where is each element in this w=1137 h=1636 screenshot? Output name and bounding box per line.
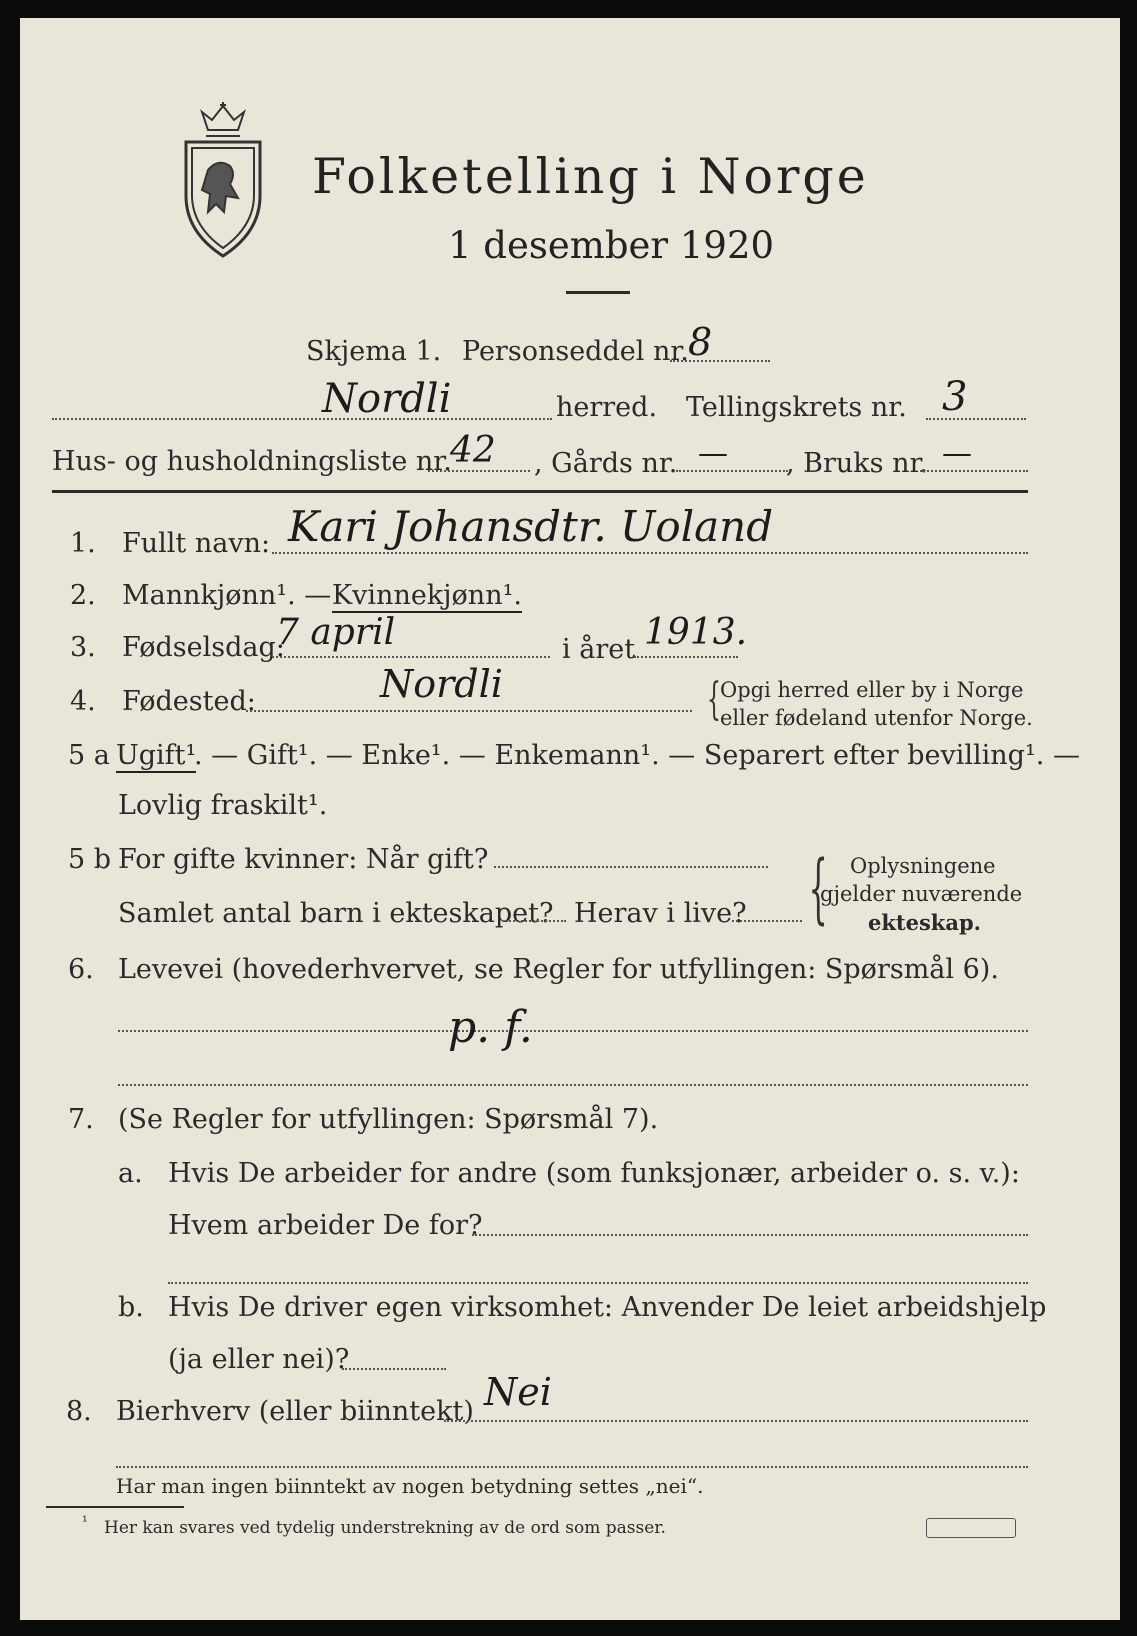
footnote-rule <box>46 1506 184 1508</box>
q8-value[interactable]: Nei <box>484 1370 552 1414</box>
q4-number: 4. <box>70 686 96 717</box>
q4-note-line2: eller fødeland utenfor Norge. <box>720 706 1033 730</box>
skjema-label: Skjema 1. <box>306 336 442 367</box>
footnote-text: Her kan svares ved tydelig understrekning av de ord som passer. <box>104 1518 666 1538</box>
herred-label: herred. <box>556 392 658 423</box>
q7b-field-line <box>342 1368 446 1370</box>
q7b-letter: b. <box>118 1292 144 1323</box>
q7b-line1: Hvis De driver egen virksomhet: Anvender De leiet arbeidshjelp <box>168 1292 1047 1323</box>
q1-value[interactable]: Kari Johansdtr. Uoland <box>288 502 774 551</box>
q8-field-line-2 <box>116 1466 1028 1468</box>
q7a-line2: Hvem arbeider De for? <box>168 1210 483 1241</box>
q8-field-line <box>444 1420 1028 1422</box>
q3-year-label: i året <box>562 634 636 665</box>
q5b-number: 5 b <box>68 844 112 875</box>
q5a-options: . — Gift¹. — Enke¹. — Enkemann¹. — Separert efter bevilling¹. — <box>194 740 1080 771</box>
q4-field-line <box>246 710 692 712</box>
q7b-line2: (ja eller nei)? <box>168 1344 350 1375</box>
q1-field-line <box>272 552 1028 554</box>
q4-label: Fødested: <box>122 686 256 717</box>
q3-year-value[interactable]: 1913. <box>644 612 748 653</box>
q7-number: 7. <box>68 1104 94 1135</box>
q3-field-line <box>272 656 550 658</box>
q6-label: Levevei (hovederhvervet, se Regler for utfyllingen: Spørsmål 6). <box>118 954 999 985</box>
title-divider <box>566 291 630 294</box>
bruks-value[interactable]: — <box>942 436 972 471</box>
q6-number: 6. <box>68 954 94 985</box>
q5b-barn-field-line <box>506 920 566 922</box>
q5b-note-line1: Oplysningene <box>850 854 996 878</box>
q5b-line1: For gifte kvinner: Når gift? <box>118 844 489 875</box>
q5a-ugift[interactable]: Ugift¹ <box>116 740 197 771</box>
q5b-gift-field-line <box>494 866 768 868</box>
gards-field-line <box>676 470 788 472</box>
q6-field-line-1 <box>118 1030 1028 1032</box>
q3-label: Fødselsdag: <box>122 632 285 663</box>
census-form-page <box>20 18 1120 1620</box>
husliste-value[interactable]: 42 <box>450 430 496 471</box>
q5b-barn-label: Samlet antal barn i ekteskapet? <box>118 898 554 929</box>
q2-kvinne[interactable]: Kvinnekjønn¹. <box>332 580 522 611</box>
herred-value[interactable]: Nordli <box>322 376 452 422</box>
q7a-field-line <box>472 1234 1028 1236</box>
coat-of-arms-icon <box>178 100 268 260</box>
q4-value[interactable]: Nordli <box>380 662 503 706</box>
gards-value[interactable]: — <box>698 436 728 471</box>
q5b-note-line3: ekteskap. <box>868 910 981 935</box>
q6-field-line-2 <box>118 1084 1028 1086</box>
tellingskrets-field-line <box>926 418 1026 420</box>
q3-number: 3. <box>70 632 96 663</box>
q7a-field-line-2 <box>168 1282 1028 1284</box>
q5a-line2: Lovlig fraskilt¹. <box>118 790 328 821</box>
q5b-live-field-line <box>732 920 802 922</box>
personseddel-field-line <box>670 360 770 362</box>
q8-number: 8. <box>66 1396 92 1427</box>
q7a-line1: Hvis De arbeider for andre (som funksjonær, arbeider o. s. v.): <box>168 1158 1020 1189</box>
q1-number: 1. <box>70 528 96 559</box>
printer-stamp <box>926 1518 1016 1538</box>
tellingskrets-label: Tellingskrets nr. <box>686 392 907 423</box>
bruks-field-line <box>920 470 1028 472</box>
q3-value[interactable]: 7 april <box>276 612 396 653</box>
gards-label: , Gårds nr. <box>534 448 678 479</box>
footer-note: Har man ingen biinntekt av nogen betydning settes „nei“. <box>116 1474 704 1498</box>
q3-year-field-line <box>634 656 738 658</box>
q7-label: (Se Regler for utfyllingen: Spørsmål 7). <box>118 1104 659 1135</box>
husliste-label: Hus- og husholdningsliste nr. <box>52 446 452 477</box>
q5b-note-line2: gjelder nuværende <box>820 882 1023 906</box>
q4-note-line1: Opgi herred eller by i Norge <box>720 678 1024 702</box>
q5b-note-brace: { <box>808 843 828 932</box>
q1-label: Fullt navn: <box>122 528 271 559</box>
personseddel-value[interactable]: 8 <box>688 320 713 364</box>
q4-note-brace: { <box>707 674 721 725</box>
form-title: Folketelling i Norge <box>312 148 869 205</box>
herred-field-line <box>52 418 552 420</box>
q5b-live-label: Herav i live? <box>574 898 747 929</box>
tellingskrets-value[interactable]: 3 <box>942 374 968 420</box>
personseddel-label: Personseddel nr. <box>462 336 689 367</box>
footnote-mark: ¹ <box>82 1514 88 1530</box>
q7a-letter: a. <box>118 1158 143 1189</box>
q8-label: Bierhverv (eller biinntekt) <box>116 1396 474 1427</box>
header-rule <box>52 490 1028 493</box>
form-date: 1 desember 1920 <box>448 224 775 267</box>
q6-value[interactable]: p. f. <box>448 1002 533 1053</box>
bruks-label: , Bruks nr. <box>786 448 929 479</box>
q5a-number: 5 a <box>68 740 110 771</box>
q2-mann: Mannkjønn¹. — <box>122 580 332 611</box>
q2-number: 2. <box>70 580 96 611</box>
